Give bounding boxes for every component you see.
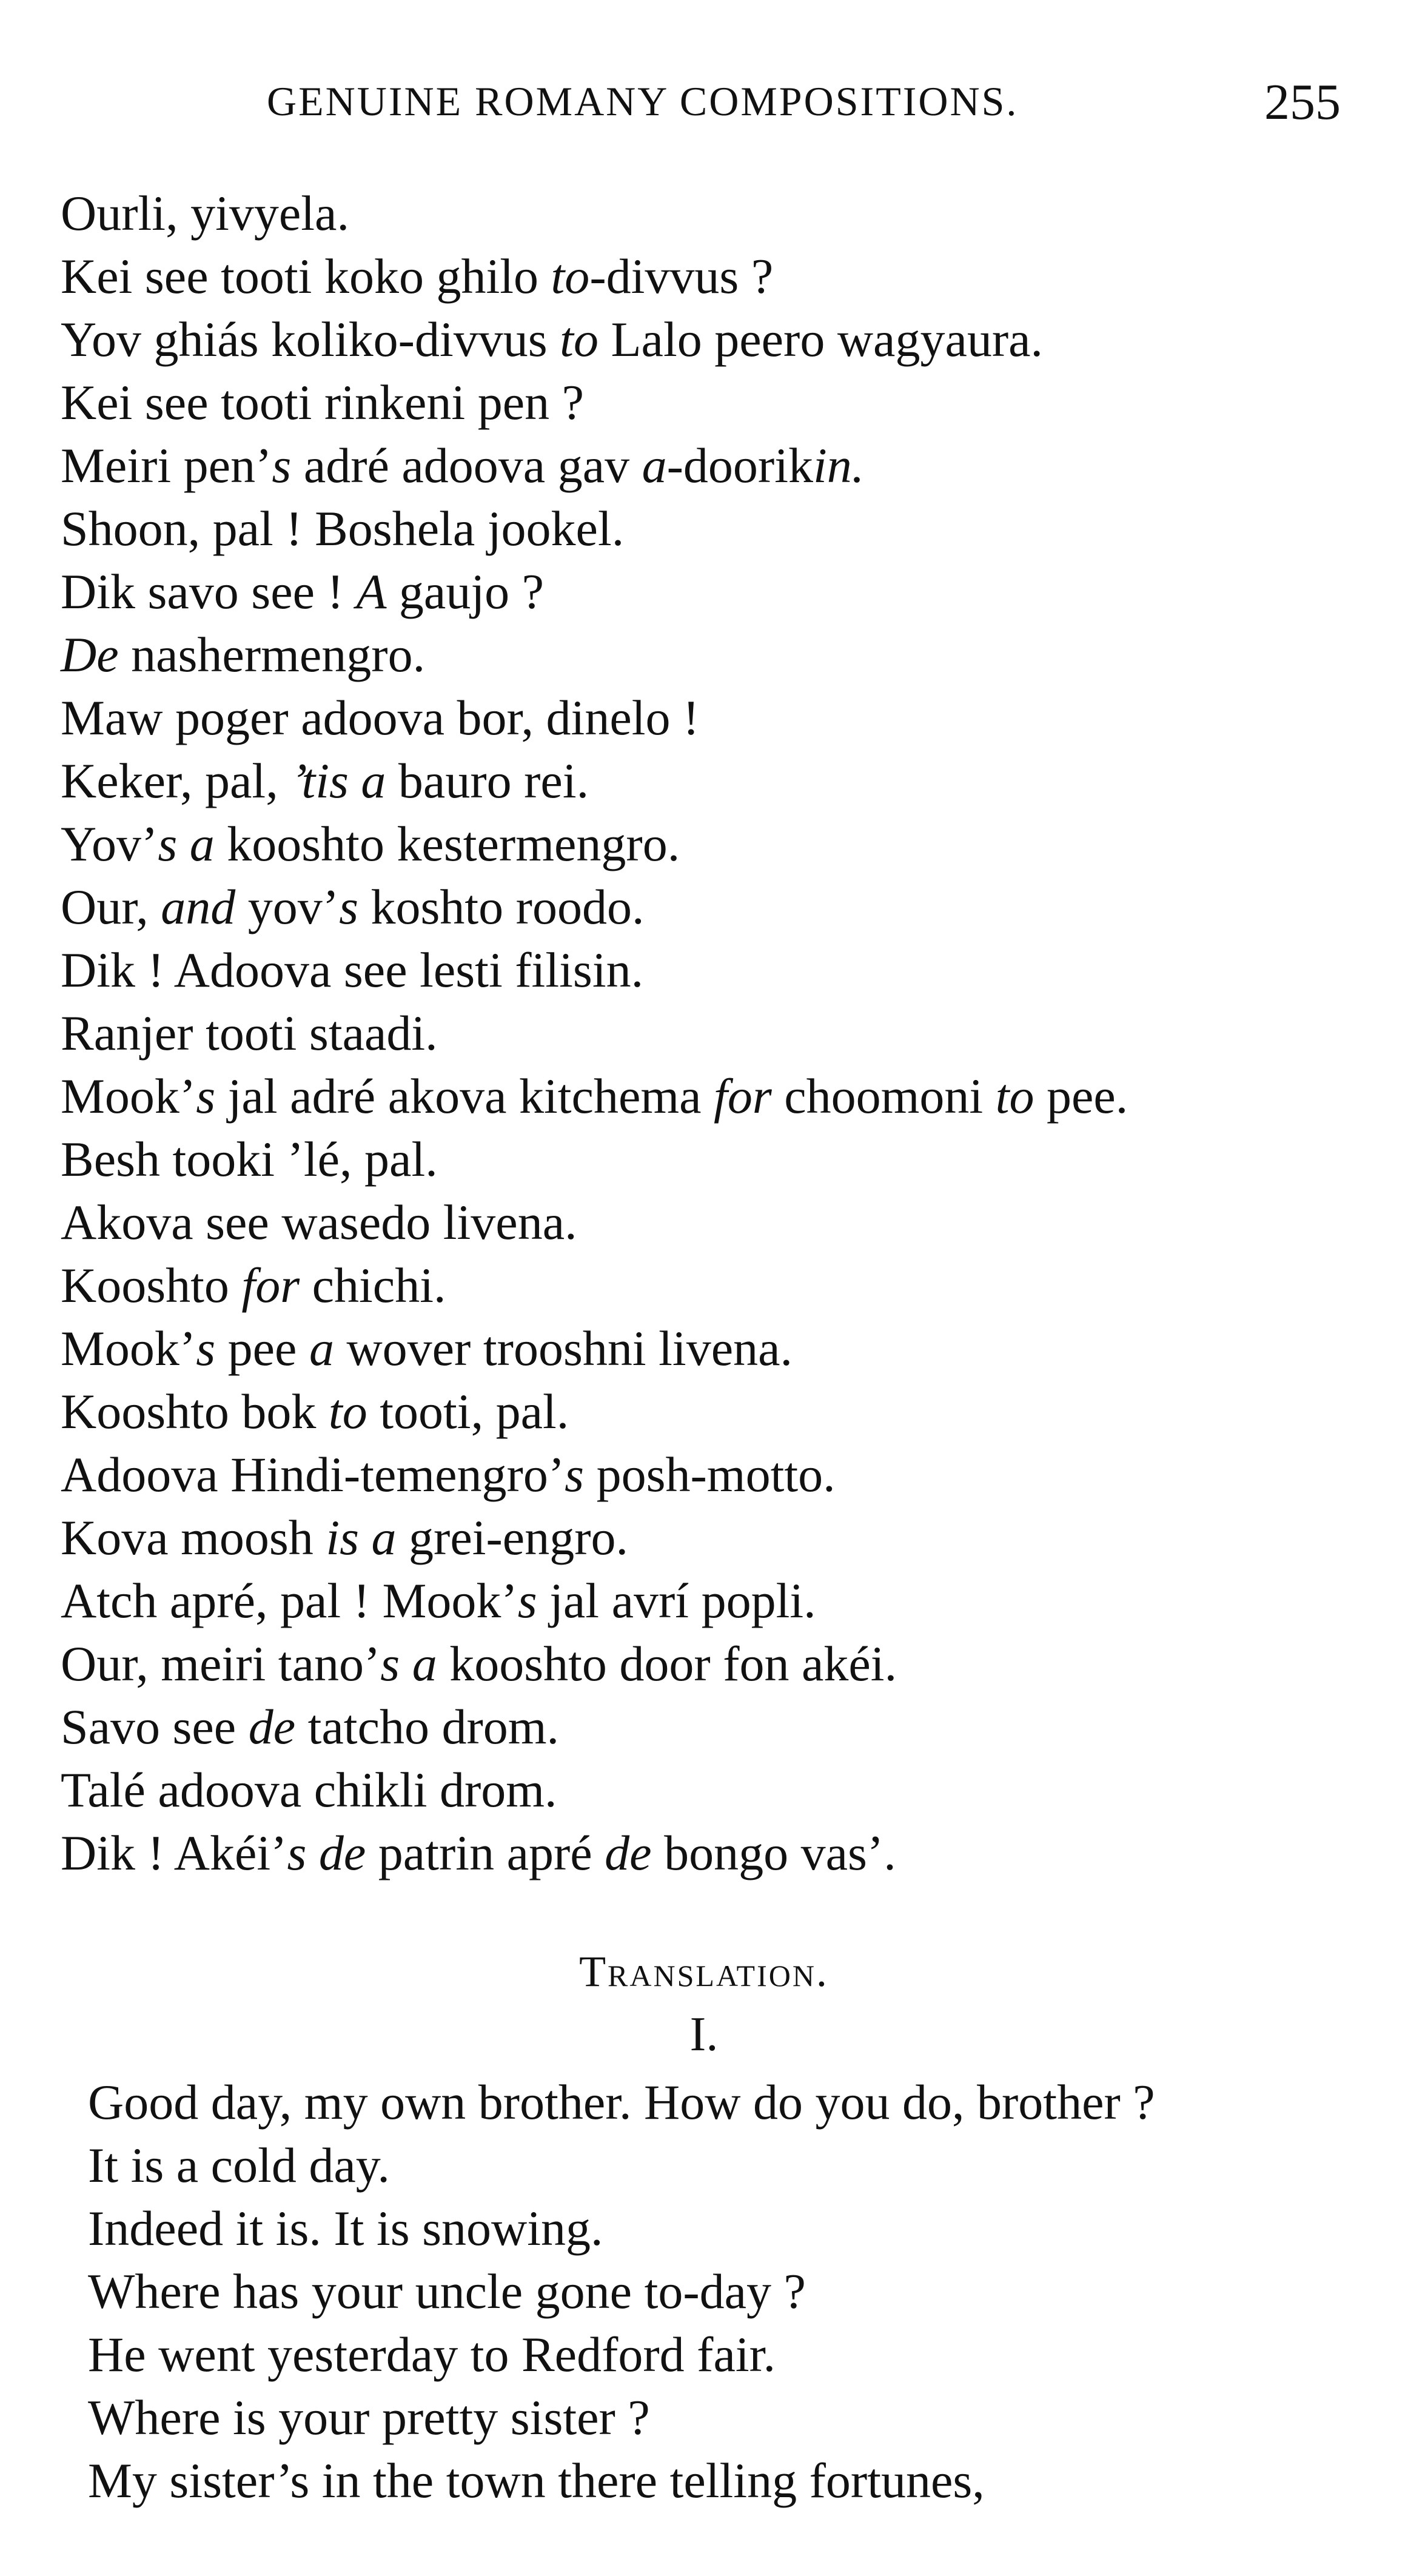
text-run: Meiri pen’ bbox=[61, 438, 272, 493]
italic-run: to bbox=[328, 1384, 367, 1439]
italic-run: s a bbox=[380, 1636, 437, 1691]
romany-line bbox=[61, 371, 1383, 434]
text-run: Kei see tooti koko ghilo bbox=[61, 249, 551, 304]
translation-line: My sister’s in the town there telling fortunes, bbox=[88, 2453, 985, 2508]
italic-run: s bbox=[272, 438, 292, 493]
page-number: 255 bbox=[1264, 74, 1341, 130]
text-run: Kooshto bok bbox=[61, 1384, 329, 1439]
italic-run: de bbox=[605, 1825, 652, 1880]
text-run: Yov’ bbox=[61, 816, 158, 871]
romany-line bbox=[61, 813, 1383, 876]
romany-line bbox=[61, 1317, 1383, 1380]
text-run: Savo see bbox=[61, 1699, 249, 1754]
italic-run: to bbox=[995, 1068, 1034, 1124]
text-run: Shoon, pal ! Boshela jookel. bbox=[61, 501, 625, 556]
italic-run: de bbox=[248, 1699, 296, 1754]
text-run: Kooshto bbox=[61, 1258, 242, 1313]
text-run: tatcho drom. bbox=[295, 1699, 560, 1754]
text-run: Dik ! Akéi’ bbox=[61, 1825, 287, 1880]
romany-line bbox=[61, 1759, 1383, 1822]
text-run: Mook’ bbox=[61, 1321, 196, 1376]
text-run: posh-motto. bbox=[584, 1447, 836, 1502]
italic-run: s bbox=[196, 1321, 216, 1376]
italic-run: to bbox=[551, 249, 590, 304]
text-run: Dik savo see ! bbox=[61, 564, 357, 619]
text-run: nashermengro. bbox=[118, 627, 426, 682]
text-run: jal adré akova kitchema bbox=[215, 1068, 714, 1124]
italic-run: for bbox=[241, 1258, 300, 1313]
italic-run: De bbox=[61, 627, 119, 682]
romany-line bbox=[61, 1254, 1383, 1317]
romany-line bbox=[61, 1696, 1383, 1759]
romany-line bbox=[61, 1128, 1383, 1191]
romany-line bbox=[61, 1002, 1383, 1065]
romany-line bbox=[61, 434, 1383, 497]
text-run: Lalo peero wagyaura. bbox=[598, 312, 1044, 367]
romany-line bbox=[61, 182, 1383, 245]
italic-run: s de bbox=[287, 1825, 366, 1880]
romany-line bbox=[61, 497, 1383, 560]
text-run: Our, meiri tano’ bbox=[61, 1636, 381, 1691]
romany-line bbox=[61, 686, 1383, 750]
text-run: Adoova Hindi-temengro’ bbox=[61, 1447, 565, 1502]
translation-text-block bbox=[88, 2071, 1392, 2512]
text-run: Ranjer tooti staadi. bbox=[61, 1005, 438, 1061]
text-run: Kova moosh bbox=[61, 1510, 326, 1565]
romany-line bbox=[61, 308, 1383, 371]
text-run: Atch apré, pal ! Mook’ bbox=[61, 1573, 518, 1628]
italic-run: to bbox=[560, 312, 598, 367]
text-run: bongo vas’. bbox=[651, 1825, 896, 1880]
text-run: Yov ghiás koliko-divvus bbox=[61, 312, 560, 367]
section-number: I. bbox=[689, 2008, 719, 2061]
italic-run: A bbox=[356, 564, 387, 619]
romany-line bbox=[61, 1569, 1383, 1632]
romany-line bbox=[61, 939, 1383, 1002]
italic-run: ’tis a bbox=[290, 753, 386, 808]
text-run: jal avrí popli. bbox=[537, 1573, 816, 1628]
romany-line bbox=[61, 1632, 1383, 1696]
romany-line bbox=[61, 1443, 1383, 1506]
text-run: pee. bbox=[1034, 1068, 1128, 1124]
translation-line: He went yesterday to Redford fair. bbox=[88, 2327, 776, 2382]
text-run: Besh tooki ’lé, pal. bbox=[61, 1132, 438, 1187]
text-run: Kei see tooti rinkeni pen ? bbox=[61, 375, 585, 430]
text-run: Our, bbox=[61, 879, 161, 934]
text-run: koshto roodo. bbox=[358, 879, 645, 934]
italic-run: in. bbox=[813, 438, 865, 493]
italic-run: s bbox=[565, 1447, 585, 1502]
translation-line: Indeed it is. It is snowing. bbox=[88, 2201, 603, 2256]
text-run: Keker, pal, bbox=[61, 753, 291, 808]
translation-line: It is a cold day. bbox=[88, 2138, 390, 2193]
romany-line bbox=[61, 560, 1383, 623]
text-run: -divvus ? bbox=[589, 249, 774, 304]
romany-line bbox=[61, 1380, 1383, 1443]
text-run: Maw poger adoova bor, dinelo ! bbox=[61, 690, 700, 745]
text-run: yov’ bbox=[235, 879, 340, 934]
italic-run: is a bbox=[326, 1510, 397, 1565]
text-run: patrin apré bbox=[366, 1825, 605, 1880]
romany-line bbox=[61, 1191, 1383, 1254]
translation-line: Where is your pretty sister ? bbox=[88, 2390, 650, 2445]
text-run: bauro rei. bbox=[386, 753, 589, 808]
romany-line bbox=[61, 750, 1383, 813]
text-run: adré adoova gav bbox=[291, 438, 642, 493]
translation-line: Where has your uncle gone to-day ? bbox=[88, 2264, 806, 2319]
text-run: kooshto door fon akéi. bbox=[437, 1636, 897, 1691]
text-run: kooshto kestermengro. bbox=[214, 816, 680, 871]
romany-line bbox=[61, 876, 1383, 939]
text-run: wover trooshni livena. bbox=[334, 1321, 793, 1376]
italic-run: s a bbox=[158, 816, 215, 871]
text-run: choomoni bbox=[771, 1068, 996, 1124]
romany-line bbox=[61, 1822, 1383, 1885]
romany-line bbox=[61, 1065, 1383, 1128]
text-run: grei-engro. bbox=[396, 1510, 629, 1565]
italic-run: and bbox=[161, 879, 236, 934]
translation-line: Good day, my own brother. How do you do, brother ? bbox=[88, 2075, 1155, 2130]
translation-heading: Translation. bbox=[579, 1947, 829, 1996]
italic-run: s bbox=[339, 879, 358, 934]
romany-line bbox=[61, 1506, 1383, 1569]
italic-run: a bbox=[642, 438, 667, 493]
romany-text-block bbox=[61, 182, 1383, 1885]
text-run: tooti, pal. bbox=[367, 1384, 569, 1439]
text-run: Talé adoova chikli drom. bbox=[61, 1762, 557, 1817]
text-run: -doorik bbox=[666, 438, 814, 493]
text-run: Ourli, yivyela. bbox=[61, 186, 349, 241]
romany-line bbox=[61, 245, 1383, 308]
romany-line bbox=[61, 623, 1383, 686]
text-run: Mook’ bbox=[61, 1068, 196, 1124]
running-title: GENUINE ROMANY COMPOSITIONS. bbox=[267, 78, 1019, 124]
text-run: pee bbox=[215, 1321, 309, 1376]
text-run: gaujo ? bbox=[386, 564, 544, 619]
text-run: Dik ! Adoova see lesti filisin. bbox=[61, 942, 644, 998]
italic-run: a bbox=[309, 1321, 334, 1376]
italic-run: for bbox=[714, 1068, 772, 1124]
text-run: chichi. bbox=[300, 1258, 446, 1313]
italic-run: s bbox=[196, 1068, 216, 1124]
italic-run: s bbox=[517, 1573, 537, 1628]
text-run: Akova see wasedo livena. bbox=[61, 1195, 577, 1250]
